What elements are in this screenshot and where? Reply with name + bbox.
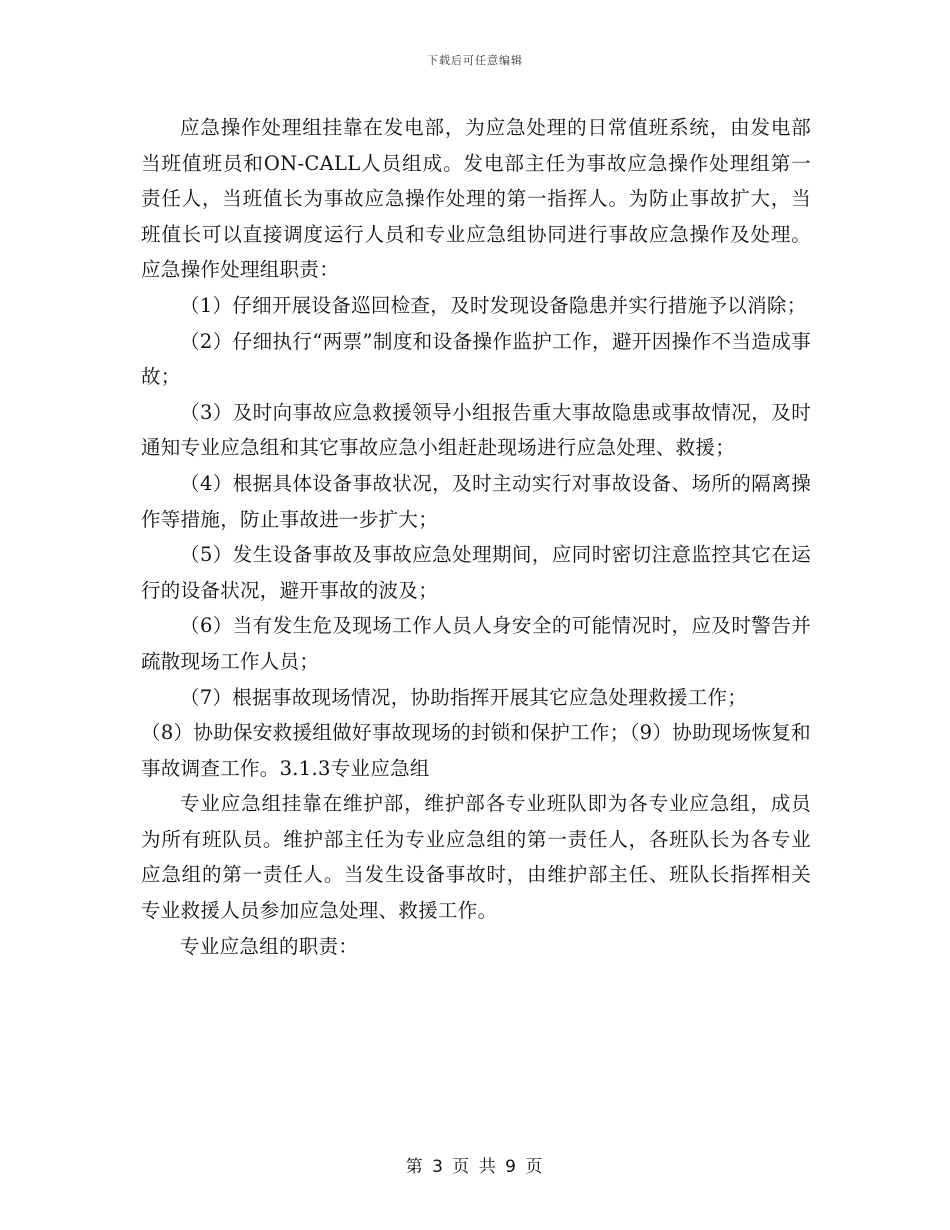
paragraph-professional-group: 专业应急组挂靠在维护部，维护部各专业班队即为各专业应急组，成员为所有班队员。维护部主任为专业应急组的第一责任人，各班队长为各专业应急组的第一责任人。当发生设备事故时，由维护部主任、班队长指挥相关专业救援人员参加应急处理、救援工作。: [141, 792, 811, 923]
duty-item-7: （7）根据事故现场情况，协助指挥开展其它应急处理救援工作；: [180, 685, 748, 709]
duty-item-8-9: （8）协助保安救援组做好事故现场的封锁和保护工作；（9）协助现场恢复和事故调查工作。3.1.3专业应急组: [141, 721, 811, 780]
total-page-number: 9: [505, 1157, 518, 1177]
paragraph-intro: 应急操作处理组挂靠在发电部，为应急处理的日常值班系统，由发电部当班值班员和ON-CALL人员组成。发电部主任为事故应急操作处理组第一责任人，当班值长为事故应急操作处理的第一指挥人。为防止事故扩大，当班值长可以直接调度运行人员和专业应急组协同进行事故应急操作及处理。应急操作处理组职责：: [141, 116, 811, 282]
duty-item-6: （6）当有发生危及现场工作人员人身安全的可能情况时，应及时警告并疏散现场工作人员；: [141, 614, 811, 673]
document-body: [141, 110, 811, 964]
duty-item-5: （5）发生设备事故及事故应急处理期间，应同时密切注意监控其它在运行的设备状况，避开事故的波及；: [141, 543, 811, 602]
current-page-number: 3: [432, 1157, 445, 1177]
duty-item-1: （1）仔细开展设备巡回检查，及时发现设备隐患并实行措施予以消除；: [180, 293, 807, 317]
duty-item-4: （4）根据具体设备事故状况，及时主动实行对事故设备、场所的隔离操作等措施，防止事故进一步扩大；: [141, 471, 811, 531]
duty-item-3: （3）及时向事故应急救援领导小组报告重大事故隐患或事故情况，及时通知专业应急组和其它事故应急小组赶赴现场进行应急处理、救援；: [141, 400, 811, 460]
footer-prefix: 第: [405, 1157, 425, 1177]
paragraph-professional-duties: 专业应急组的职责：: [180, 934, 359, 958]
page-footer: [0, 1152, 950, 1177]
duty-item-2: （2）仔细执行“两票”制度和设备操作监护工作，避开因操作不当造成事故；: [141, 329, 811, 389]
footer-middle: 页 共: [452, 1157, 498, 1177]
footer-suffix: 页: [525, 1157, 545, 1177]
header-note: 下载后可任意编辑: [427, 54, 523, 67]
